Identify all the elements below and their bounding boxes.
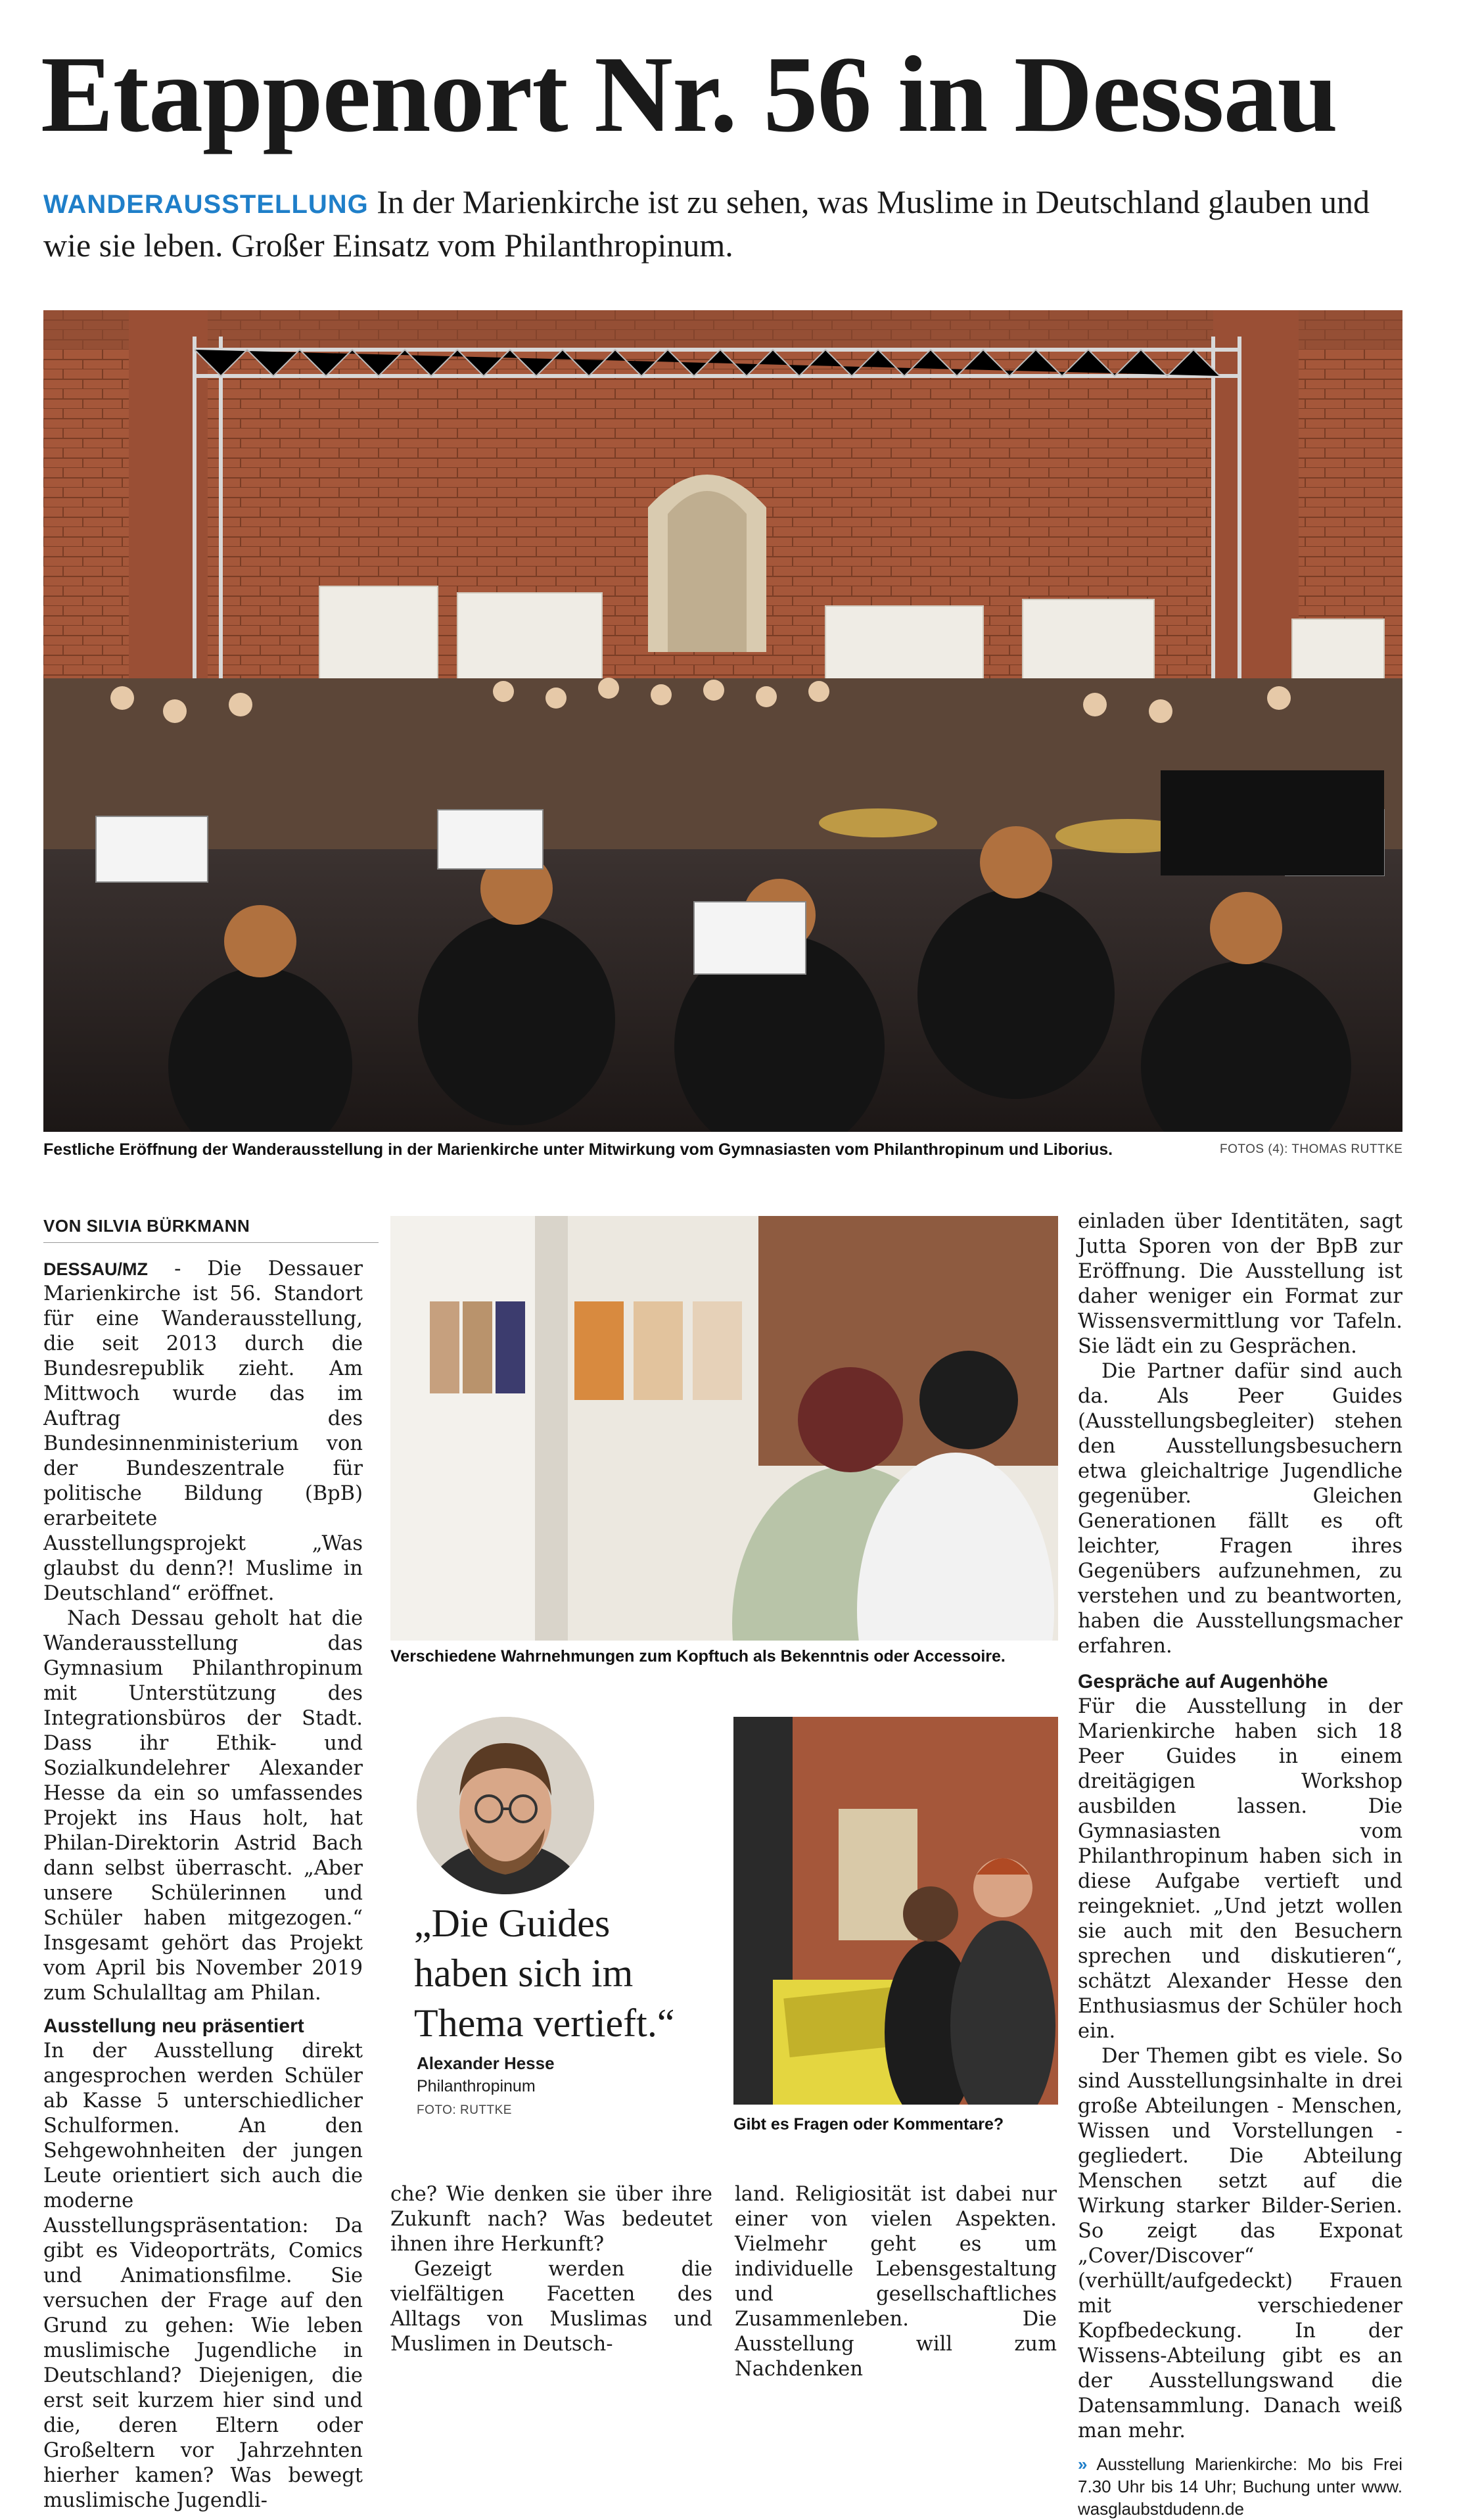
quote-role: Philanthropinum — [417, 2077, 536, 2095]
col4-subhead: Gespräche auf Augenhöhe — [1078, 1671, 1328, 1692]
col3-p1: land. Religiosität ist dabei nur einer von vielen Aspekten. Vielmehr geht es um individuelle Lebensgestaltung und gesellschaftliches Zusammenleben. Die Ausstellung will zum Nachdenken — [735, 2183, 1057, 2381]
terminal-photo — [733, 1717, 1058, 2105]
teaser-block — [43, 181, 1410, 266]
info-box — [1078, 2453, 1402, 2520]
quote-credit: FOTO: RUTTKE — [417, 2103, 512, 2117]
col4-p1: einladen über Identitäten, sagt Jutta Sporen von der BpB zur Eröffnung. Die Ausstellung ist daher weniger ein Format zur Wissensvermittlung vor Tafeln. Sie lädt ein zu Gesprächen. — [1078, 1210, 1402, 1358]
quote-name: Alexander Hesse — [417, 2053, 555, 2073]
col1-p3: In der Ausstellung direkt angesprochen werden Schüler ab Kasse 5 unterschiedlicher Schulformen. An den Sehgewohnheiten der jungen Leute orientiert sich auch die moderne Ausstellungspräsentation: Da gibt es Videoporträts, Comics und Animationsfilme. Sie versuchen der Frage auf den Grund zu gehen: Wie leben muslimische Jugendliche in Deutschland? Diejenigen, die erst seit kurzem hier sind und die, deren Eltern oder Großeltern vor Jahrzehnten hierher kamen? Was bewegt muslimische Jugendli- — [43, 2040, 363, 2512]
col4-p3: Für die Ausstellung in der Marienkirche haben sich 18 Peer Guides in einem dreitägigen Workshop ausbilden lassen. Die Gymnasiasten vom Philanthropinum haben sich in diese Aufgabe vertieft und reingekniet. „Und jetzt wollen sie auch mit den Besuchern sprechen und diskutieren“, schätzt Alexander Hesse den Enthusiasmus der Schüler hoch ein. — [1078, 1695, 1402, 2043]
headline: Etappenort Nr. 56 in Dessau — [41, 34, 1337, 154]
column-4 — [1078, 1209, 1402, 2520]
byline: VON SILVIA BÜRKMANN — [43, 1216, 250, 1236]
headscarf-caption: Verschiedene Wahrnehmungen zum Kopftuch als Bekenntnis oder Accessoire. — [390, 1647, 1006, 1666]
column-1 — [43, 1257, 363, 2513]
byline-rule — [43, 1242, 379, 1243]
kicker: WANDERAUSSTELLUNG — [43, 190, 369, 219]
quote-portrait — [417, 1717, 594, 1894]
headscarf-photo — [390, 1216, 1058, 1641]
col2-p2: Gezeigt werden die vielfältigen Facetten des Alltags von Muslimas und Muslimen in Deutsch- — [390, 2258, 712, 2356]
info-text: Ausstellung Marienkirche: Mo bis Frei 7.30 Uhr bis 14 Uhr; Buchung unter www. wasglaubstdudenn.de — [1078, 2454, 1402, 2519]
quote-text: „Die Guides haben sich im Thema vertieft.“ — [414, 1902, 675, 2045]
col4-p4: Der Themen gibt es viele. So sind Ausstellungsinhalte in drei große Abteilungen - Menschen, Wissen und Vorstellungen - gegliedert. Die Abteilung Menschen setzt auf die Wirkung starker Bilder-Serien. So zeigt das Exponat „Cover/Discover“ (verhüllt/aufgedeckt) Frauen mit verschiedener Kopfbedeckung. In der Wissens-Abteilung gibt es an der Ausstellungswand die Datensammlung. Danach weiß man mehr. — [1078, 2045, 1402, 2442]
info-arrows: » — [1078, 2454, 1088, 2474]
column-2-bottom — [390, 2182, 712, 2357]
main-photo — [43, 310, 1402, 1132]
teaser: In der Marienkirche ist zu sehen, was Muslime in Deutschland glauben und wie sie leben. Großer Einsatz vom Philanthropinum. — [43, 183, 1370, 264]
col2-p1: che? Wie denken sie über ihre Zukunft nach? Was bedeutet ihnen ihre Herkunft? — [390, 2183, 712, 2256]
main-photo-credit: FOTOS (4): THOMAS RUTTKE — [1220, 1142, 1403, 1156]
main-photo-caption: Festliche Eröffnung der Wanderausstellung in der Marienkirche unter Mitwirkung vom Gymnasiasten vom Philanthropinum und Liborius. — [43, 1140, 1113, 1159]
column-3-bottom — [735, 2182, 1057, 2382]
terminal-caption: Gibt es Fragen oder Kommentare? — [733, 2115, 1004, 2134]
col1-p2: Nach Dessau geholt hat die Wanderausstellung das Gymnasium Philanthropinum mit Unterstützung des Integrationsbüros der Stadt. Dass ihr Ethik- und Sozialkundelehrer Alexander Hesse da ein so umfassendes Projekt ins Haus holt, hat Philan-Direktorin Astrid Bach dann selbst überrascht. „Aber unsere Schülerinnen und Schüler haben mitgezogen.“ Insgesamt gehört das Projekt vom April bis November 2019 zum Schulalltag am Philan. — [43, 1607, 363, 2005]
col4-p2: Die Partner dafür sind auch da. Als Peer Guides (Ausstellungsbegleiter) stehen den Ausstellungsbesuchern etwa gleichaltrige Jugendliche gegenüber. Gleichen Generationen fällt es oft leichter, Fragen ihres Gegenübers aufzunehmen, zu verstehen und zu beantworten, haben die Ausstellungsmacher erfahren. — [1078, 1360, 1402, 1658]
dateline: DESSAU/MZ — [43, 1259, 149, 1279]
col1-p1: - Die Dessauer Marienkirche ist 56. Standort für eine Wanderausstellung, die seit 2013 durch die Bundesrepublik zieht. Am Mittwoch wurde das im Auftrag des Bundesinnenministerium von der Bundeszentrale für politische Bildung (BpB) erarbeitete Ausstellungsprojekt „Was glaubst du denn?! Muslime in Deutschland“ eröffnet. — [43, 1257, 363, 1605]
col1-subhead: Ausstellung neu präsentiert — [43, 2015, 304, 2037]
